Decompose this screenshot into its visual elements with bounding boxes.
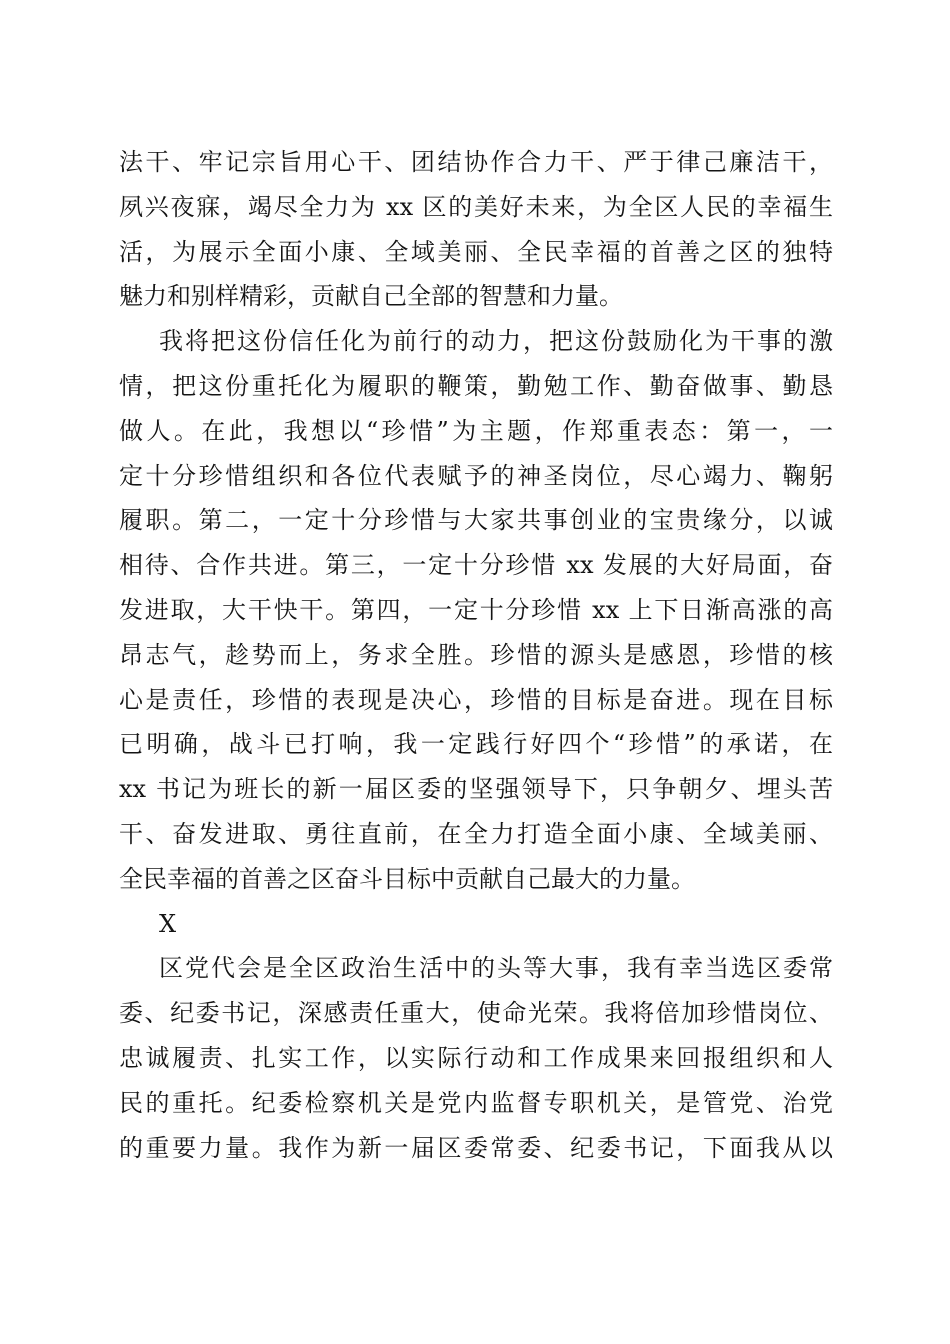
- text-line: 相待、合作共进。第三，一定十分珍惜 xx 发展的大好局面，奋: [119, 551, 833, 580]
- paragraph-continued: [119, 140, 833, 319]
- text-line: 夙兴夜寐，竭尽全力为 xx 区的美好未来，为全区人民的幸福生: [119, 192, 833, 221]
- text-line: 的重要力量。我作为新一届区委常委、纪委书记，下面我从以: [119, 1133, 833, 1162]
- text-line: 已明确，战斗已打响，我一定践行好四个“珍惜”的承诺，在: [119, 730, 833, 759]
- text-line: 忠诚履责、扎实工作，以实际行动和工作成果来回报组织和人: [119, 1043, 833, 1072]
- text-line: 全民幸福的首善之区奋斗目标中贡献自己最大的力量。: [119, 864, 695, 893]
- text-line: 民的重托。纪委检察机关是党内监督专职机关，是管党、治党: [119, 1088, 833, 1117]
- text-line: xx 书记为班长的新一届区委的坚强领导下，只争朝夕、埋头苦: [119, 775, 833, 804]
- text-line: 活，为展示全面小康、全域美丽、全民幸福的首善之区的独特: [119, 237, 833, 266]
- text-line: 做人。在此，我想以“珍惜”为主题，作郑重表态：第一，一: [119, 416, 833, 445]
- text-line: 昂志气，趁势而上，务求全胜。珍惜的源头是感恩，珍惜的核: [119, 640, 833, 669]
- text-line: 履职。第二，一定十分珍惜与大家共事创业的宝贵缘分，以诚: [119, 506, 833, 535]
- section-marker: [119, 902, 833, 947]
- text-line: 魅力和别样精彩，贡献自己全部的智慧和力量。: [119, 282, 623, 311]
- text-line: 发进取，大干快干。第四，一定十分珍惜 xx 上下日渐高涨的高: [119, 595, 833, 624]
- document-body: [119, 140, 833, 1170]
- section-marker-text: X: [159, 909, 177, 938]
- text-line: 法干、牢记宗旨用心干、团结协作合力干、严于律己廉洁干，: [119, 148, 833, 176]
- paragraph-discipline: [119, 946, 833, 1170]
- text-line: 区党代会是全区政治生活中的头等大事，我有幸当选区委常: [159, 954, 833, 983]
- paragraph-pledge: [119, 319, 833, 901]
- text-line: 定十分珍惜组织和各位代表赋予的神圣岗位，尽心竭力、鞠躬: [119, 461, 833, 490]
- text-line: 我将把这份信任化为前行的动力，把这份鼓励化为干事的激: [159, 327, 833, 356]
- text-line: 委、纪委书记，深感责任重大，使命光荣。我将倍加珍惜岗位、: [119, 999, 833, 1028]
- text-line: 情，把这份重托化为履职的鞭策，勤勉工作、勤奋做事、勤恳: [119, 371, 833, 400]
- text-line: 干、奋发进取、勇往直前，在全力打造全面小康、全域美丽、: [119, 819, 833, 848]
- text-line: 心是责任，珍惜的表现是决心，珍惜的目标是奋进。现在目标: [119, 685, 833, 714]
